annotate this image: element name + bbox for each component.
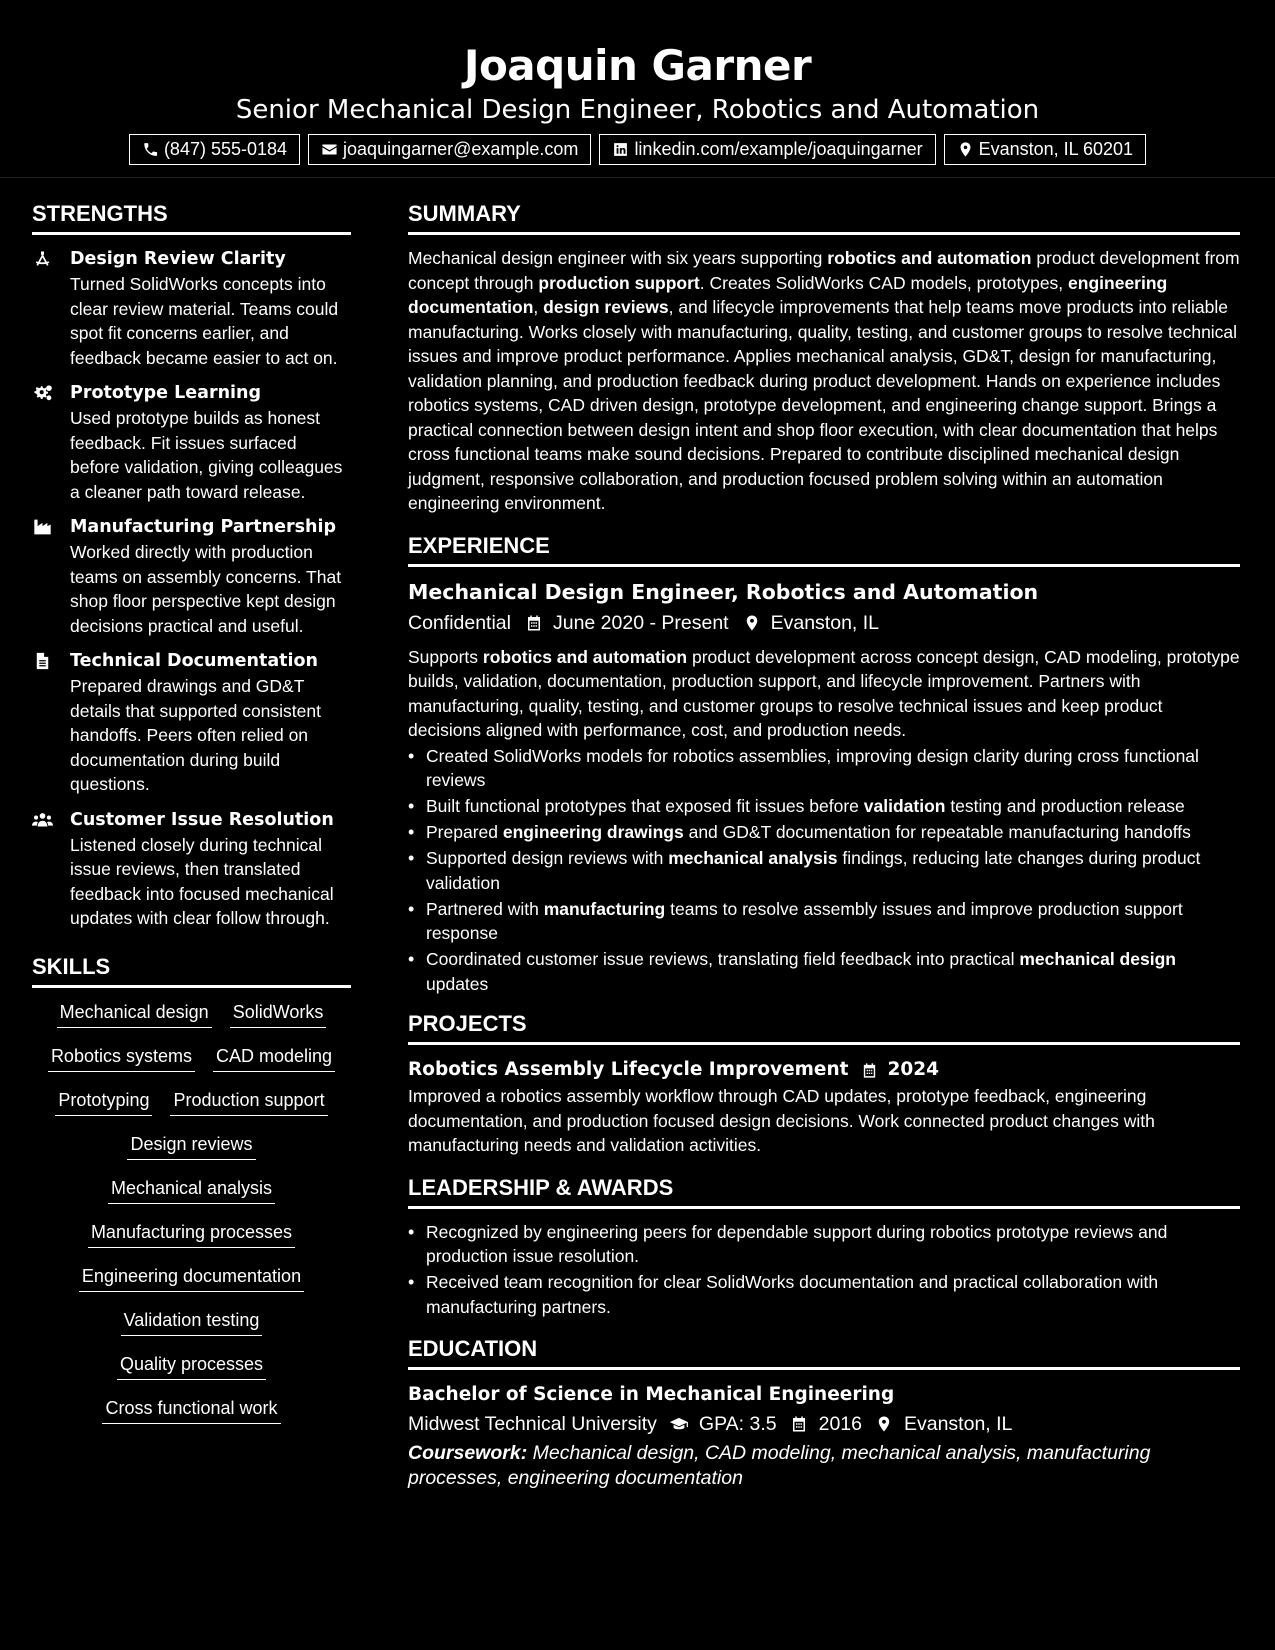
resume-header — [0, 0, 1275, 178]
strength-title: Prototype Learning — [70, 383, 262, 403]
location-link[interactable] — [944, 134, 1146, 165]
strength-item — [32, 246, 351, 370]
skills-section — [32, 953, 351, 1439]
strength-item — [32, 807, 351, 931]
company: Confidential — [408, 611, 511, 634]
school: Midwest Technical University — [408, 1413, 657, 1435]
calendar-icon — [861, 1062, 878, 1079]
graduation-year: 2016 — [818, 1413, 862, 1435]
calendar-icon — [525, 614, 543, 632]
skill-tag: Quality processes — [117, 1351, 266, 1380]
section-heading: STRENGTHS — [32, 200, 351, 235]
list-item: • Created SolidWorks models for robotics assemblies, improving design clarity during cross functional reviews — [408, 744, 1240, 793]
job-bullets — [408, 744, 1240, 997]
strength-title: Manufacturing Partnership — [70, 517, 336, 537]
skill-tag: Engineering documentation — [79, 1263, 304, 1292]
list-item: • Received team recognition for clear SolidWorks documentation and practical collaboration with manufacturing partners. — [408, 1270, 1240, 1319]
school-location: Evanston, IL — [903, 1413, 1013, 1435]
section-heading: SUMMARY — [408, 200, 1240, 235]
section-heading: LEADERSHIP & AWARDS — [408, 1174, 1240, 1209]
section-heading: EXPERIENCE — [408, 532, 1240, 567]
project-title-row — [408, 1056, 1240, 1084]
strength-desc: Worked directly with production teams on assembly concerns. That shop floor perspective kept design decisions practical and useful. — [70, 542, 342, 636]
strength-desc: Prepared drawings and GD&T details that supported consistent handoffs. Peers often relied on documentation during build questions. — [70, 676, 321, 794]
strength-title: Customer Issue Resolution — [70, 809, 334, 830]
gears-icon — [32, 384, 53, 402]
degree: Bachelor of Science in Mechanical Engineering — [408, 1384, 895, 1405]
project-description: Improved a robotics assembly workflow through CAD updates, prototype feedback, engineering documentation, and production focused design decisions. Work connected product changes with manufacturing needs and validation activities. — [408, 1086, 1155, 1155]
summary-section — [408, 200, 1240, 516]
skill-tag: Robotics systems — [48, 1043, 195, 1072]
strength-title: Design Review Clarity — [70, 249, 286, 269]
education-meta — [408, 1409, 1240, 1439]
strengths-section — [32, 200, 351, 931]
section-heading: PROJECTS — [408, 1010, 1240, 1045]
phone-text: (847) 555-0184 — [163, 139, 288, 159]
skill-tag: Validation testing — [121, 1307, 263, 1336]
strength-item — [32, 648, 351, 797]
left-column — [32, 200, 351, 1453]
job-title: Mechanical Design Engineer, Robotics and Automation — [408, 579, 1039, 604]
section-heading: SKILLS — [32, 953, 351, 988]
project-title: Robotics Assembly Lifecycle Improvement — [408, 1059, 849, 1080]
experience-section — [408, 532, 1240, 997]
strength-desc: Listened closely during technical issue reviews, then translated feedback into focused mechanical updates with clear follow through. — [70, 834, 334, 928]
candidate-title: Senior Mechanical Design Engineer, Robotics and Automation — [235, 95, 1040, 125]
graduation-cap-icon — [669, 1415, 689, 1433]
map-pin-icon — [874, 1415, 894, 1433]
factory-icon — [32, 518, 53, 536]
skill-tag: Mechanical design — [57, 999, 212, 1028]
skill-tag: SolidWorks — [230, 999, 327, 1028]
linkedin-icon — [612, 141, 629, 158]
list-item: • Prepared engineering drawings and GD&T documentation for repeatable manufacturing handoffs — [408, 820, 1240, 845]
summary-text: Mechanical design engineer with six years supporting robotics and automation product development from concept through production support. Creates SolidWorks CAD models, prototypes, engineering documentation, design reviews, and lifecycle improvements that help teams move products into reliable manufacturing. Works closely with manufacturing, quality, testing, and customer groups to resolve technical issues and improve product performance. Applies mechanical analysis, GD&T, design for manufacturing, validation planning, and production feedback during product development. Hands on experience includes robotics systems, CAD driven design, prototype development, and engineering change support. Brings a practical connection between design intent and shop floor execution, with clear documentation that helps cross functional teams make sound decisions. Prepared to contribute disciplined mechanical design judgment, responsive collaboration, and production focused problem solving within an automation engineering environment. — [408, 248, 1240, 513]
skill-tag: Production support — [170, 1087, 327, 1116]
contact-bar — [0, 134, 1275, 165]
list-item: • Coordinated customer issue reviews, translating field feedback into practical mechanical design updates — [408, 947, 1240, 996]
job-description: Supports robotics and automation product development across concept design, CAD modeling, prototype builds, validation, documentation, production support, and lifecycle improvement. Partners with manufacturing, quality, testing, and customer groups to resolve technical issues and keep product decisions aligned with performance, cost, and production needs. — [408, 646, 1240, 740]
skill-tag: Design reviews — [127, 1131, 255, 1160]
job-dates: June 2020 - Present — [552, 611, 729, 634]
list-item: • Partnered with manufacturing teams to resolve assembly issues and improve production support response — [408, 897, 1240, 946]
map-pin-icon — [957, 141, 974, 158]
job-meta — [408, 608, 1240, 638]
skill-tag: Manufacturing processes — [88, 1219, 295, 1248]
leadership-section — [408, 1174, 1240, 1320]
strength-desc: Used prototype builds as honest feedback. Fit issues surfaced before validation, giving colleagues a cleaner path toward release. — [70, 408, 343, 502]
project-year: 2024 — [887, 1059, 939, 1080]
phone-icon — [142, 141, 159, 158]
skill-tag: Mechanical analysis — [108, 1175, 275, 1204]
coursework: Coursework: Mechanical design, CAD modeling, mechanical analysis, manufacturing processes, engineering documentation — [408, 1442, 1151, 1489]
list-item: • Supported design reviews with mechanical analysis findings, reducing late changes during product validation — [408, 846, 1240, 895]
location-text: Evanston, IL 60201 — [978, 139, 1134, 159]
document-icon — [32, 652, 53, 670]
strength-item — [32, 514, 351, 638]
candidate-name: Joaquin Garner — [463, 41, 812, 90]
job-location: Evanston, IL — [770, 611, 880, 634]
skill-tag: CAD modeling — [213, 1043, 335, 1072]
envelope-icon — [321, 141, 338, 158]
email-text: joaquingarner@example.com — [343, 139, 579, 159]
email-link[interactable] — [308, 134, 591, 165]
strength-title: Technical Documentation — [70, 651, 319, 671]
skill-tag: Prototyping — [55, 1087, 152, 1116]
strength-desc: Turned SolidWorks concepts into clear review material. Teams could spot fit concerns earlier, and feedback became easier to act on. — [70, 274, 339, 368]
list-item: • Recognized by engineering peers for dependable support during robotics prototype reviews and production issue resolution. — [408, 1220, 1240, 1269]
skills-list — [32, 999, 351, 1439]
list-item: • Built functional prototypes that exposed fit issues before validation testing and production release — [408, 794, 1240, 819]
drafting-compass-icon — [32, 250, 53, 268]
awards-list — [408, 1220, 1240, 1320]
linkedin-link[interactable] — [599, 134, 935, 165]
gpa: GPA: 3.5 — [698, 1413, 777, 1435]
map-pin-icon — [743, 614, 761, 632]
right-column — [408, 200, 1240, 1504]
users-icon — [32, 811, 53, 829]
calendar-icon — [789, 1415, 809, 1433]
projects-section — [408, 1010, 1240, 1158]
section-heading: EDUCATION — [408, 1335, 1240, 1370]
linkedin-text: linkedin.com/example/joaquingarner — [634, 139, 923, 159]
phone-link[interactable] — [129, 134, 300, 165]
education-section — [408, 1335, 1240, 1490]
skill-tag: Cross functional work — [102, 1395, 280, 1424]
strength-item — [32, 380, 351, 504]
